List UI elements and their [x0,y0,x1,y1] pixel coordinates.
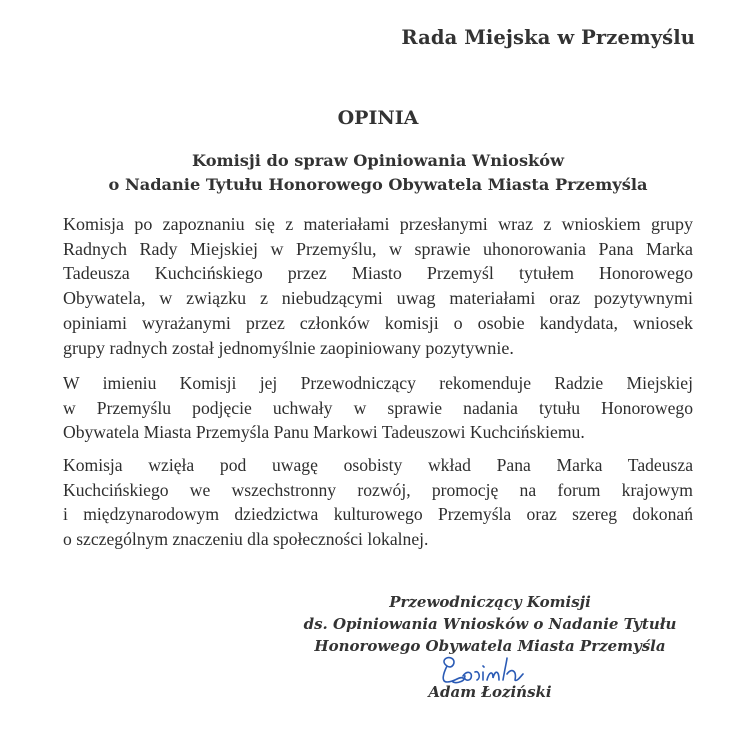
signatory-name: Adam Łoziński [428,683,552,701]
paragraph-2 [63,371,693,445]
paragraph-line: Tadeusza Kuchcińskiego przez Miasto Przemyśl tytułem Honorowego [63,263,693,284]
paragraph-line: i międzynarodowym dziedzictwa kulturowego Przemyśla oraz szereg dokonań [63,504,693,525]
signature-title-line: ds. Opiniowania Wniosków o Nadanie Tytułu [303,615,677,633]
paragraph-line: Radnych Rady Miejskiej w Przemyślu, w sprawie uhonorowania Pana Marka [63,238,693,259]
paragraph-line: opiniami wyrażanymi przez członków komisji o osobie kandydata, wniosek [63,312,693,333]
paragraph-line: w Przemyślu podjęcie uchwały w sprawie nadania tytułu Honorowego [63,397,693,418]
signature-title [290,591,690,657]
document-title: OPINIA [337,107,419,129]
paragraph-line: grupy radnych został jednomyślnie zaopiniowany pozytywnie. [63,337,514,358]
paragraph-3 [63,453,693,552]
paragraph-line: o szczególnym znaczeniu dla społeczności lokalnej. [63,529,429,550]
paragraph-line: Komisja wzięła pod uwagę osobisty wkład Pana Marka Tadeusza [63,455,693,475]
signature-stroke [443,658,523,683]
signature-title-line: Przewodniczący Komisji [389,593,591,611]
signature-title-line: Honorowego Obywatela Miasta Przemyśla [314,637,666,655]
paragraph-line: Komisja po zapoznaniu się z materiałami przesłanymi wraz z wnioskiem grupy [63,214,693,234]
subtitle-line: o Nadanie Tytułu Honorowego Obywatela Miasta Przemyśla [108,175,648,194]
paragraph-line: Obywatela Miasta Przemyśla Panu Markowi Tadeuszowi Kuchcińskiemu. [63,422,585,443]
paragraph-line: Kuchcińskiego we wszechstronny rozwój, promocję na forum krajowym [63,479,693,500]
paragraph-1 [63,212,693,360]
subtitle-line: Komisji do spraw Opiniowania Wniosków [191,151,565,170]
organization-header: Rada Miejska w Przemyślu [401,26,695,49]
document-subtitle [0,149,756,197]
paragraph-line: Obywatela, w związku z niebudzącymi uwag materiałami oraz pozytywnymi [63,288,693,309]
paragraph-line: W imieniu Komisji jej Przewodniczący rekomenduje Radzie Miejskiej [63,373,693,393]
